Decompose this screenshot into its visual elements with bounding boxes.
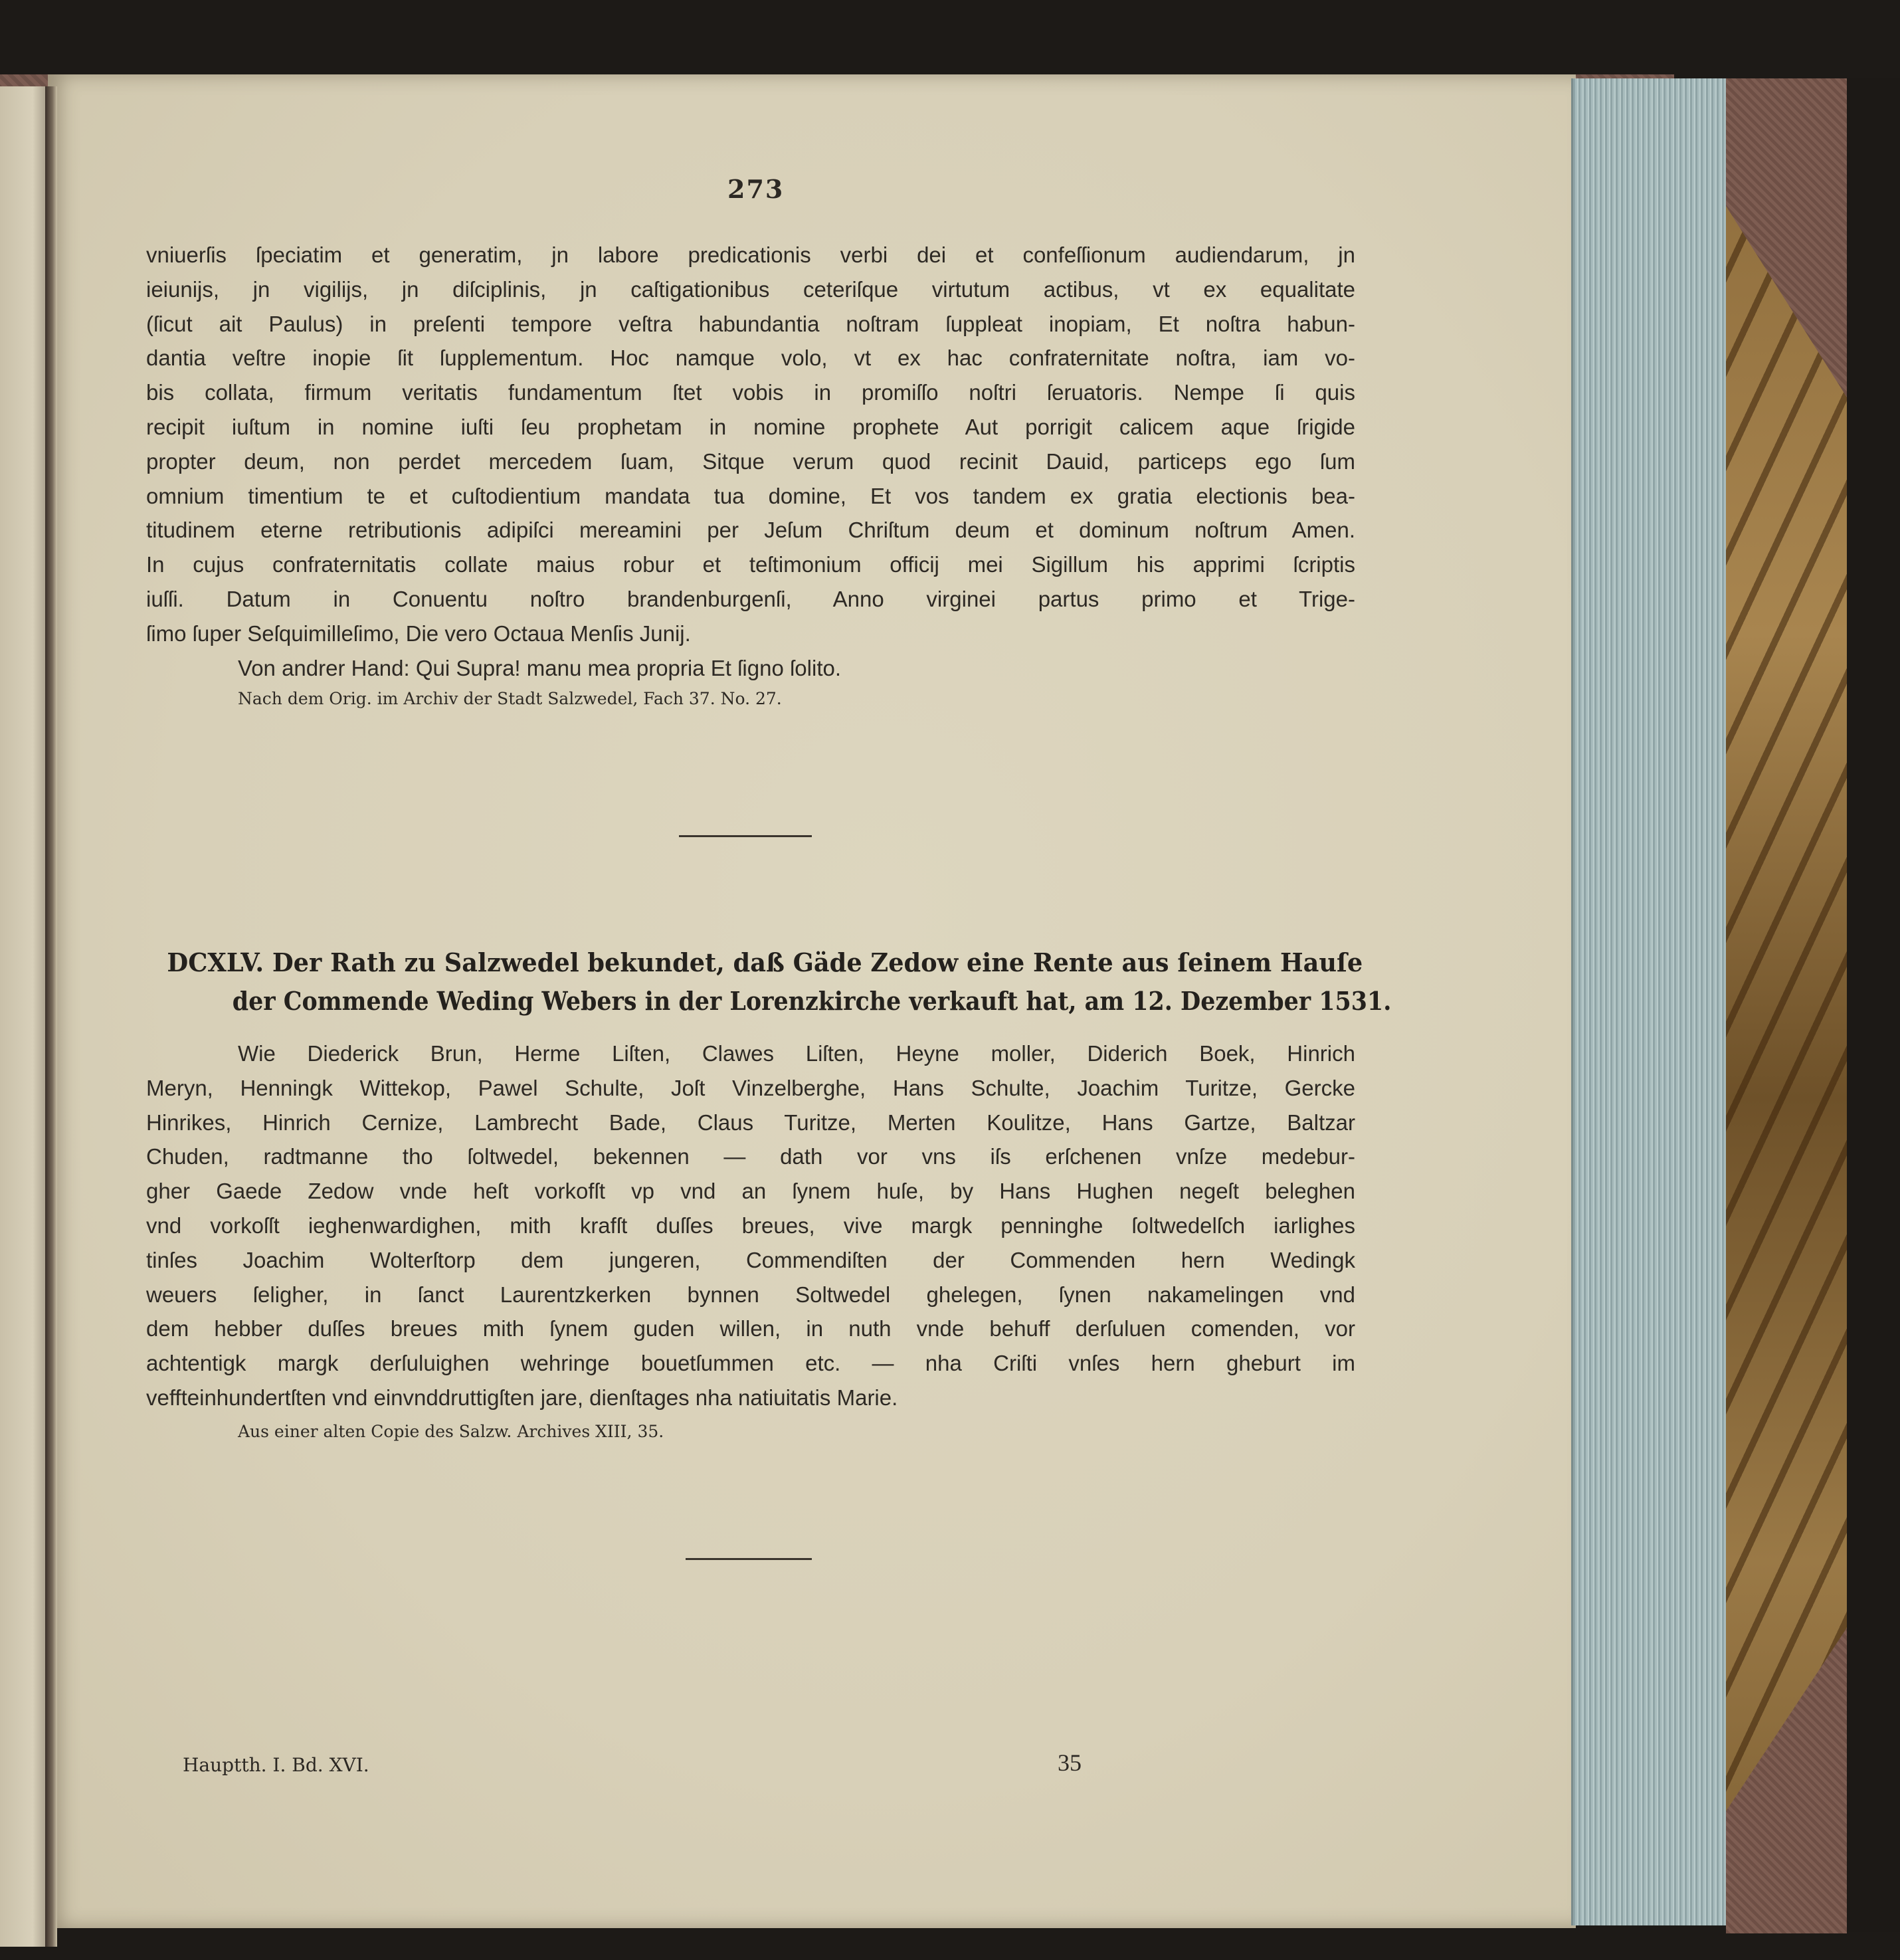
text-line: In cujus confraternitatis collate maius robur et teſtimonium officij mei Sigillum his apprimi ſcriptis <box>146 552 1355 577</box>
cover-board-edge <box>1847 78 1900 1932</box>
section-divider <box>686 1558 812 1560</box>
text-line: ieiunijs, jn vigilijs, jn diſciplinis, jn caſtigationibus ceteriſque virtutum actibus, vt ex equalitate <box>146 276 1355 302</box>
document-1-text <box>146 238 1355 708</box>
text-line: propter deum, non perdet mercedem ſuam, Sitque verum quod recinit Dauid, particeps ego ſum <box>146 448 1355 474</box>
text-line: vnd vorkoſſt ieghenwardighen, mith krafſt duſſes breues, vive margk penninghe ſoltwedelſch iarlighes <box>146 1213 1355 1238</box>
text-line: tinſes Joachim Wolterſtorp dem jungeren, Commendiſten der Commenden hern Wedingk <box>146 1247 1355 1272</box>
document-2-heading <box>146 943 1392 1021</box>
signature-line: Von andrer Hand: Qui Supra! manu mea propria Et ſigno ſolito. <box>238 655 842 680</box>
source-note: Aus einer alten Copie des Salzw. Archives XIII, 35. <box>238 1421 664 1441</box>
heading-line-1: DCXLV. Der Rath zu Salzwedel bekundet, daß Gäde Zedow eine Rente aus ſeinem Hauſe <box>167 947 1363 977</box>
text-line: Meryn, Henningk Wittekop, Pawel Schulte, Joſt Vinzelberghe, Hans Schulte, Joachim Turitze, Gercke <box>146 1075 1355 1100</box>
text-line: Wie Diederick Brun, Herme Liſten, Clawes Liſten, Heyne moller, Diderich Boek, Hinrich <box>238 1041 1355 1066</box>
text-line: titudinem eterne retributionis adipiſci mereamini per Jeſum Chriſtum deum et dominum noſtrum Amen. <box>146 518 1355 543</box>
text-line: bis collata, firmum veritatis fundamentum ſtet vobis in promiſſo noſtri ſeruatoris. Nempe ſi quis <box>146 380 1355 405</box>
source-note: Nach dem Orig. im Archiv der Stadt Salzwedel, Fach 37. No. 27. <box>238 689 782 709</box>
text-line: (ſicut ait Paulus) in preſenti tempore veſtra habundantia noſtram ſuppleat inopiam, Et noſtra habun- <box>146 311 1355 336</box>
text-line: achtentigk margk derſuluighen wehringe bouetſummen etc. — nha Criſti vnſes hern gheburt im <box>146 1351 1355 1376</box>
text-line: gher Gaede Zedow vnde heſt vorkofſt vp vnd an ſynem huſe, by Hans Hughen negeſt beleghen <box>146 1179 1355 1204</box>
document-2-text <box>146 1036 1355 1441</box>
text-line: veffteinhundertſten vnd einvnddruttigſten jare, dienſtages nha natiuitatis Marie. <box>146 1385 898 1410</box>
page-block-fore-edge <box>1571 78 1729 1925</box>
text-line: iuſſi. Datum in Conuentu noſtro brandenburgenſi, Anno virginei partus primo et Trige- <box>146 586 1355 611</box>
text-line: recipit iuſtum in nomine iuſti ſeu prophetam in nomine prophete Aut porrigit calicem aque ſrigide <box>146 414 1355 439</box>
text-line: ſimo ſuper Seſquimilleſimo, Die vero Octaua Menſis Junij. <box>146 621 691 646</box>
text-line: Chuden, radtmanne tho ſoltwedel, bekennen — dath vor vns iſs erſchenen vnſze medebur- <box>146 1144 1355 1169</box>
page-number: 273 <box>727 174 785 204</box>
text-line: weuers ſeligher, in ſanct Laurentzkerken bynnen Soltwedel ghelegen, ſynen nakamelingen vnd <box>146 1282 1355 1307</box>
book-gutter <box>45 86 57 1947</box>
text-line: vniuerſis ſpeciatim et generatim, jn labore predicationis verbi dei et confeſſionum audiendarum, jn <box>146 243 1355 267</box>
heading-line-2: der Commende Weding Webers in der Lorenzkirche verkauft hat, am 12. Dezember 1531. <box>232 986 1392 1016</box>
footer-signature: Hauptth. I. Bd. XVI. <box>183 1754 369 1776</box>
text-line: omnium timentium te et cuſtodientium mandata tua domine, Et vos tandem ex gratia electionis bea- <box>146 483 1355 508</box>
text-line: Hinrikes, Hinrich Cernize, Lambrecht Bade, Claus Turitze, Merten Koulitze, Hans Gartze, Baltzar <box>146 1110 1355 1135</box>
section-divider <box>679 835 812 837</box>
text-line: dantia veſtre inopie ſit ſupplementum. Hoc namque volo, vt ex hac confraternitate noſtra, iam vo- <box>146 345 1355 371</box>
text-line: dem hebber duſſes breues mith ſynem guden willen, in nuth vnde behuff derſuluen comenden, vor <box>146 1316 1355 1341</box>
footer-sheet-number: 35 <box>1058 1749 1082 1776</box>
